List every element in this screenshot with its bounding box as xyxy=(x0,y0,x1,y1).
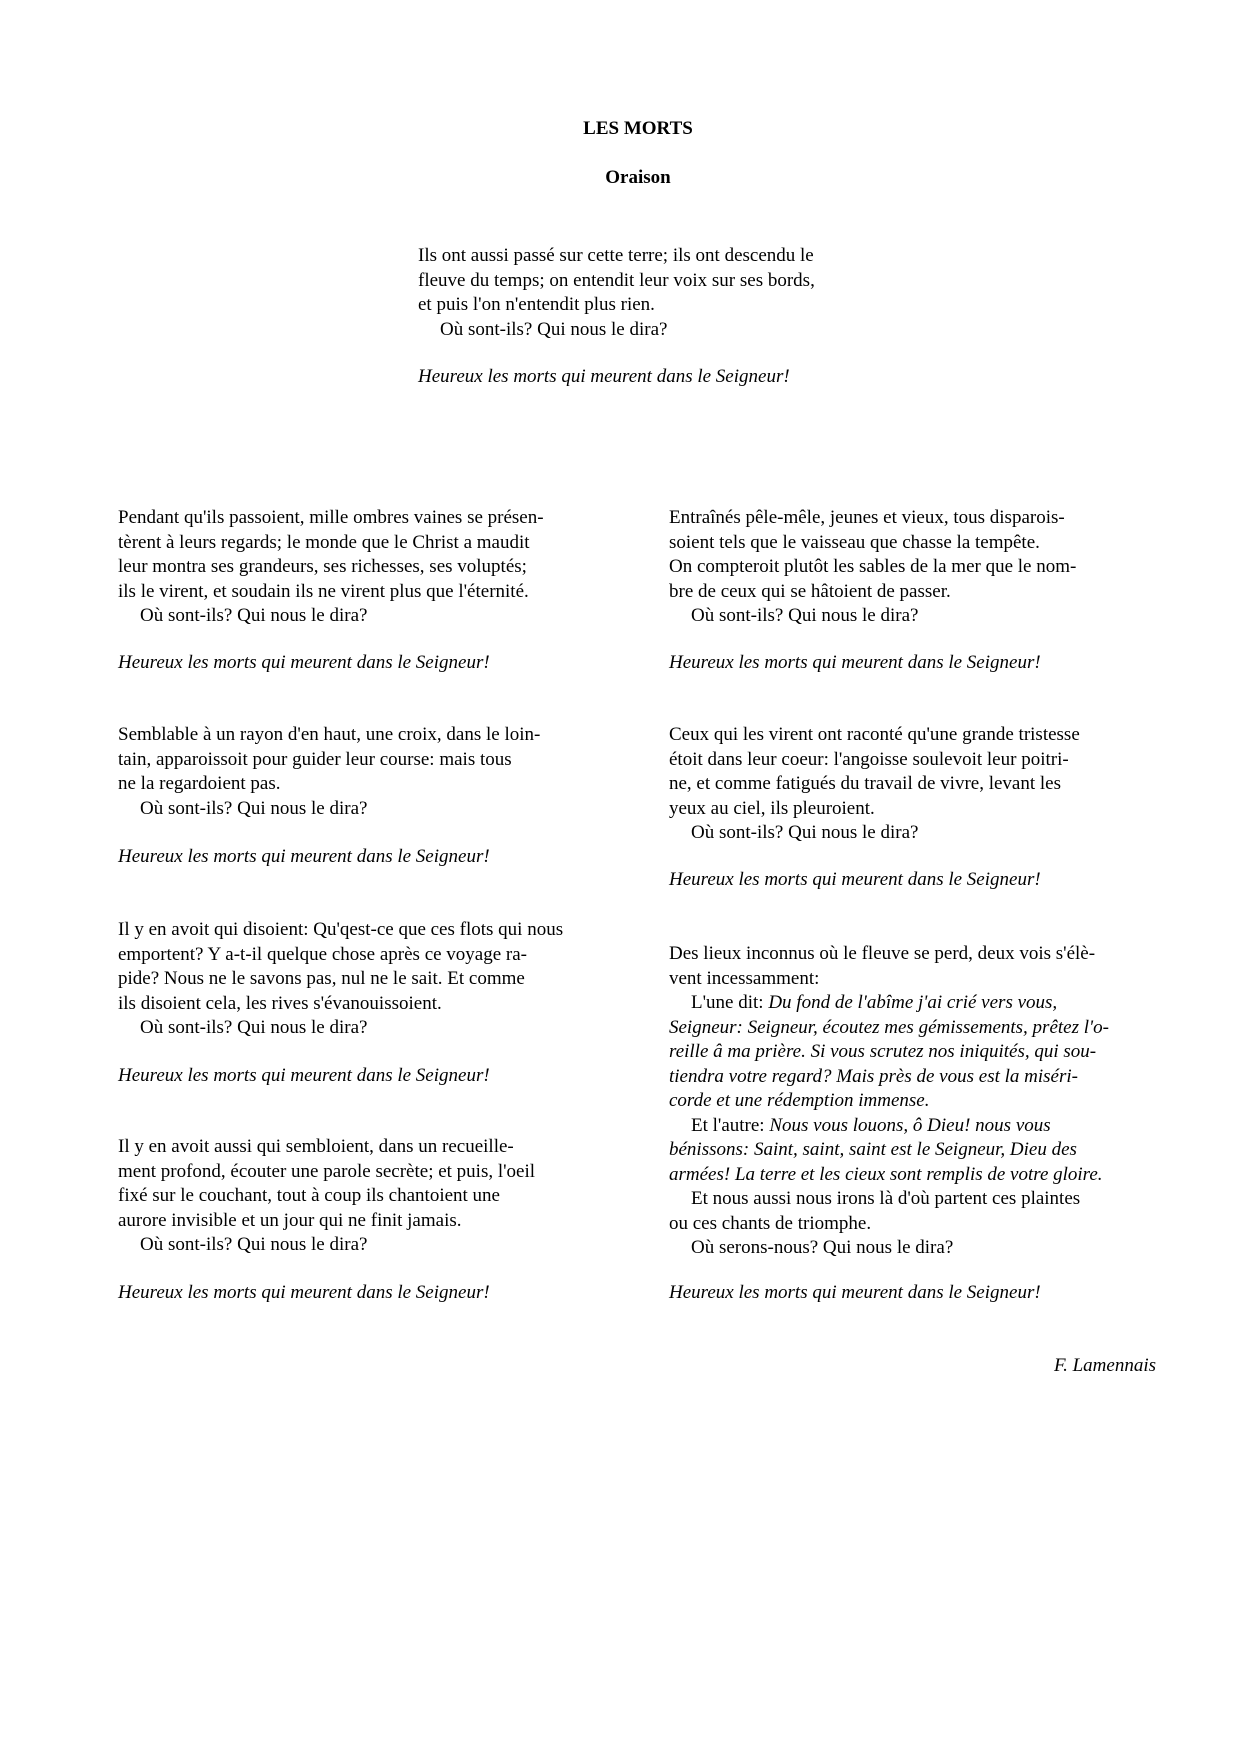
stanza-line: ils disoient cela, les rives s'évanouissoient. xyxy=(118,992,442,1014)
voice-two-text: armées! La terre et les cieux sont remplis de votre gloire. xyxy=(669,1163,1103,1185)
left-stanza-3 xyxy=(118,918,563,1041)
stanza-line: tèrent à leurs regards; le monde que le Christ a maudit xyxy=(118,531,530,553)
voice-one-text: corde et une rédemption immense. xyxy=(669,1090,930,1111)
page-title: LES MORTS xyxy=(583,118,693,139)
voice-one-text: Seigneur: Seigneur, écoutez mes gémissements, prêtez l'o- xyxy=(669,1016,1109,1038)
left-refrain-4: Heureux les morts qui meurent dans le Seigneur! xyxy=(118,1282,490,1303)
stanza-question: Où sont-ils? Qui nous le dira? xyxy=(140,1017,368,1038)
voice-two-text: bénissons: Saint, saint, saint est le Seigneur, Dieu des xyxy=(669,1139,1077,1160)
intro-stanza xyxy=(418,244,815,342)
stanza-line: Il y en avoit qui disoient: Qu'qest-ce que ces flots qui nous xyxy=(118,919,564,940)
stanza-question: Où serons-nous? Qui nous le dira? xyxy=(691,1237,954,1258)
stanza-line: Semblable à un rayon d'en haut, une croix, dans le loin- xyxy=(118,724,541,745)
author-signature: F. Lamennais xyxy=(1053,1355,1156,1376)
left-stanza-2 xyxy=(118,723,540,821)
left-stanza-4 xyxy=(118,1135,535,1258)
stanza-line: ne, et comme fatigués du travail de vivre, levant les xyxy=(669,773,1061,794)
voice-two-line xyxy=(669,1138,1109,1163)
voice-one-line xyxy=(669,1040,1109,1065)
right-refrain-final: Heureux les morts qui meurent dans le Seigneur! xyxy=(669,1282,1041,1303)
stanza-line: ne la regardoient pas. xyxy=(118,773,281,794)
left-refrain-3: Heureux les morts qui meurent dans le Seigneur! xyxy=(118,1065,490,1086)
stanza-line: aurore invisible et un jour qui ne finit jamais. xyxy=(118,1209,462,1231)
stanza-line: tain, apparoissoit pour guider leur course: mais tous xyxy=(118,748,512,770)
stanza-line: ils le virent, et soudain ils ne virent plus que l'éternité. xyxy=(118,580,529,602)
right-stanza-2 xyxy=(669,723,1080,846)
stanza-question: Où sont-ils? Qui nous le dira? xyxy=(440,318,668,340)
stanza-line: Pendant qu'ils passoient, mille ombres vaines se présen- xyxy=(118,507,544,528)
stanza-line: Des lieux inconnus où le fleuve se perd, deux vois s'élè- xyxy=(669,943,1096,964)
voice-two-line xyxy=(669,1114,1109,1139)
stanza-line: fleuve du temps; on entendit leur voix sur ses bords, xyxy=(418,269,815,291)
page-subtitle: Oraison xyxy=(605,167,671,188)
stanza-line: vent incessamment: xyxy=(669,967,820,989)
right-refrain-2: Heureux les morts qui meurent dans le Seigneur! xyxy=(669,869,1041,890)
intro-refrain: Heureux les morts qui meurent dans le Seigneur! xyxy=(418,366,790,387)
stanza-line: emportent? Y a-t-il quelque chose après ce voyage ra- xyxy=(118,943,528,965)
voice-one-label: L'une dit: xyxy=(691,992,769,1013)
stanza-line: On compteroit plutôt les sables de la mer que le nom- xyxy=(669,556,1077,577)
voice-one-line xyxy=(669,991,1109,1016)
voice-one-line xyxy=(669,1016,1109,1041)
stanza-line: pide? Nous ne le savons pas, nul ne le sait. Et comme xyxy=(118,968,525,989)
left-refrain-1: Heureux les morts qui meurent dans le Seigneur! xyxy=(118,652,490,673)
voice-one-text: Du fond de l'abîme j'ai crié vers vous, xyxy=(768,992,1058,1013)
stanza-line: ment profond, écouter une parole secrète; et puis, l'oeil xyxy=(118,1160,536,1182)
stanza-line: bre de ceux qui se hâtoient de passer. xyxy=(669,580,951,602)
right-stanza-final xyxy=(669,942,1109,1261)
left-refrain-2: Heureux les morts qui meurent dans le Seigneur! xyxy=(118,846,490,867)
stanza-line: leur montra ses grandeurs, ses richesses, ses voluptés; xyxy=(118,556,527,577)
stanza-question: Où sont-ils? Qui nous le dira? xyxy=(140,797,368,819)
stanza-line: ou ces chants de triomphe. xyxy=(669,1212,872,1234)
left-stanza-1 xyxy=(118,506,544,629)
stanza-line: Ils ont aussi passé sur cette terre; ils ont descendu le xyxy=(418,245,814,266)
voice-two-line xyxy=(669,1163,1109,1188)
voice-one-text: reille â ma prière. Si vous scrutez nos iniquités, qui sou- xyxy=(669,1041,1097,1062)
stanza-line: Ceux qui les virent ont raconté qu'une grande tristesse xyxy=(669,724,1080,745)
voice-one-text: tiendra votre regard? Mais près de vous est la miséri- xyxy=(669,1065,1078,1087)
voice-one-line xyxy=(669,1089,1109,1114)
stanza-line: Entraînés pêle-mêle, jeunes et vieux, tous disparois- xyxy=(669,507,1065,528)
right-stanza-1 xyxy=(669,506,1076,629)
stanza-question: Où sont-ils? Qui nous le dira? xyxy=(691,822,919,843)
stanza-line: et puis l'on n'entendit plus rien. xyxy=(418,294,655,315)
voice-two-text: Nous vous louons, ô Dieu! nous vous xyxy=(769,1114,1051,1136)
voice-two-label: Et l'autre: xyxy=(691,1114,770,1136)
stanza-question: Où sont-ils? Qui nous le dira? xyxy=(140,1234,368,1255)
stanza-line: étoit dans leur coeur: l'angoisse soulevoit leur poitri- xyxy=(669,748,1069,770)
stanza-line: fixé sur le couchant, tout à coup ils chantoient une xyxy=(118,1185,500,1206)
voice-one-line xyxy=(669,1065,1109,1090)
stanza-line: Et nous aussi nous irons là d'où partent ces plaintes xyxy=(691,1188,1081,1209)
stanza-question: Où sont-ils? Qui nous le dira? xyxy=(140,605,368,626)
stanza-line: yeux au ciel, ils pleuroient. xyxy=(669,797,875,819)
right-refrain-1: Heureux les morts qui meurent dans le Seigneur! xyxy=(669,652,1041,673)
stanza-question: Où sont-ils? Qui nous le dira? xyxy=(691,605,919,626)
stanza-line: Il y en avoit aussi qui sembloient, dans un recueille- xyxy=(118,1136,514,1157)
stanza-line: soient tels que le vaisseau que chasse la tempête. xyxy=(669,531,1040,553)
